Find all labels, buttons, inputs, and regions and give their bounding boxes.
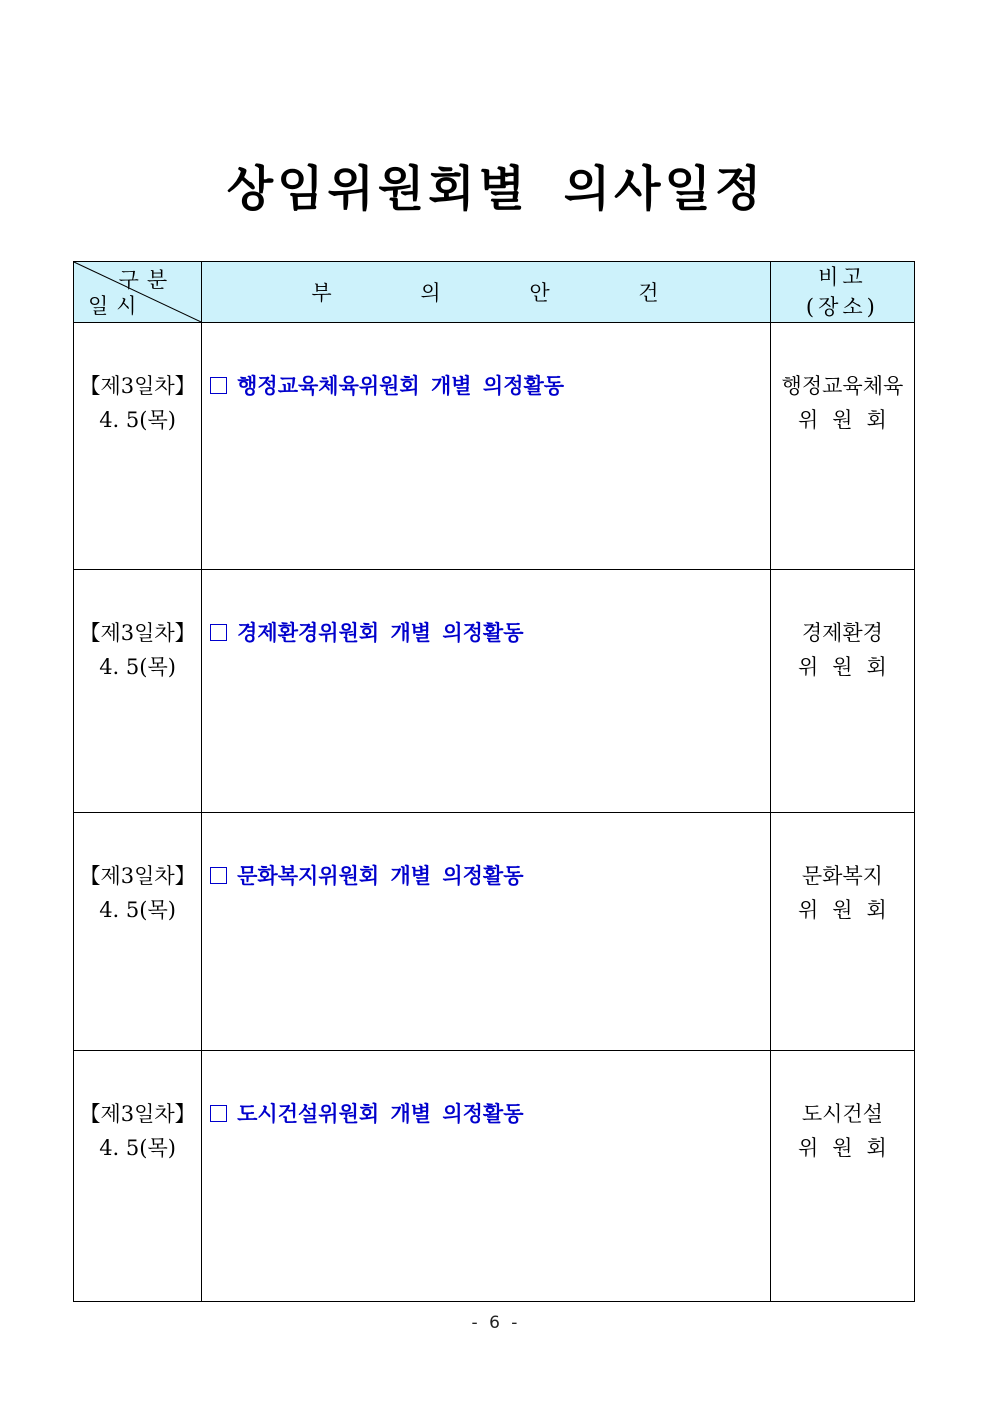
checkbox-icon <box>210 867 227 884</box>
agenda-item: 행정교육체육위원회 개별 의정활동 <box>237 374 565 398</box>
checkbox-icon <box>210 1105 227 1122</box>
header-category-cell <box>74 262 202 323</box>
header-agenda-label: 부 의 안 건 <box>311 281 661 305</box>
session-day: 【제3일차】 <box>79 374 196 398</box>
place-name: 문화복지 <box>801 864 883 888</box>
table-header-row <box>74 262 915 323</box>
header-note-cell <box>770 262 914 323</box>
checkbox-icon <box>210 624 227 641</box>
place-cell <box>770 1051 914 1302</box>
table-row <box>74 813 915 1051</box>
checkbox-icon <box>210 377 227 394</box>
place-cell <box>770 323 914 570</box>
place-suffix: 위원회 <box>797 655 901 679</box>
agenda-item: 도시건설위원회 개별 의정활동 <box>237 1102 524 1126</box>
session-date: 4. 5(목) <box>99 408 176 432</box>
agenda-cell <box>202 813 771 1051</box>
page-title: 상임위원회별 의사일정 <box>226 161 766 217</box>
agenda-item: 경제환경위원회 개별 의정활동 <box>237 621 524 645</box>
place-name: 도시건설 <box>801 1102 883 1126</box>
place-suffix: 위원회 <box>797 408 901 432</box>
table-row <box>74 570 915 813</box>
session-day: 【제3일차】 <box>79 864 196 888</box>
date-cell <box>74 813 202 1051</box>
schedule-table <box>73 261 915 1302</box>
date-cell <box>74 570 202 813</box>
session-date: 4. 5(목) <box>99 898 176 922</box>
place-suffix: 위원회 <box>797 1136 901 1160</box>
place-name: 경제환경 <box>801 621 883 645</box>
place-cell <box>770 813 914 1051</box>
header-datetime-label: 일시 <box>88 294 145 318</box>
place-name: 행정교육체육 <box>781 374 904 398</box>
session-date: 4. 5(목) <box>99 1136 176 1160</box>
session-date: 4. 5(목) <box>99 655 176 679</box>
header-note-label: 비고 <box>818 265 867 289</box>
page-number: - 6 - <box>471 1313 521 1333</box>
agenda-cell <box>202 570 771 813</box>
session-day: 【제3일차】 <box>79 621 196 645</box>
date-cell <box>74 1051 202 1302</box>
session-day: 【제3일차】 <box>79 1102 196 1126</box>
agenda-cell <box>202 1051 771 1302</box>
place-suffix: 위원회 <box>797 898 901 922</box>
header-place-label: (장소) <box>805 295 879 319</box>
table-row <box>74 1051 915 1302</box>
header-category-label: 구분 <box>118 268 176 292</box>
place-cell <box>770 570 914 813</box>
table-row <box>74 323 915 570</box>
date-cell <box>74 323 202 570</box>
agenda-item: 문화복지위원회 개별 의정활동 <box>237 864 524 888</box>
agenda-cell <box>202 323 771 570</box>
header-agenda-cell <box>202 262 771 323</box>
